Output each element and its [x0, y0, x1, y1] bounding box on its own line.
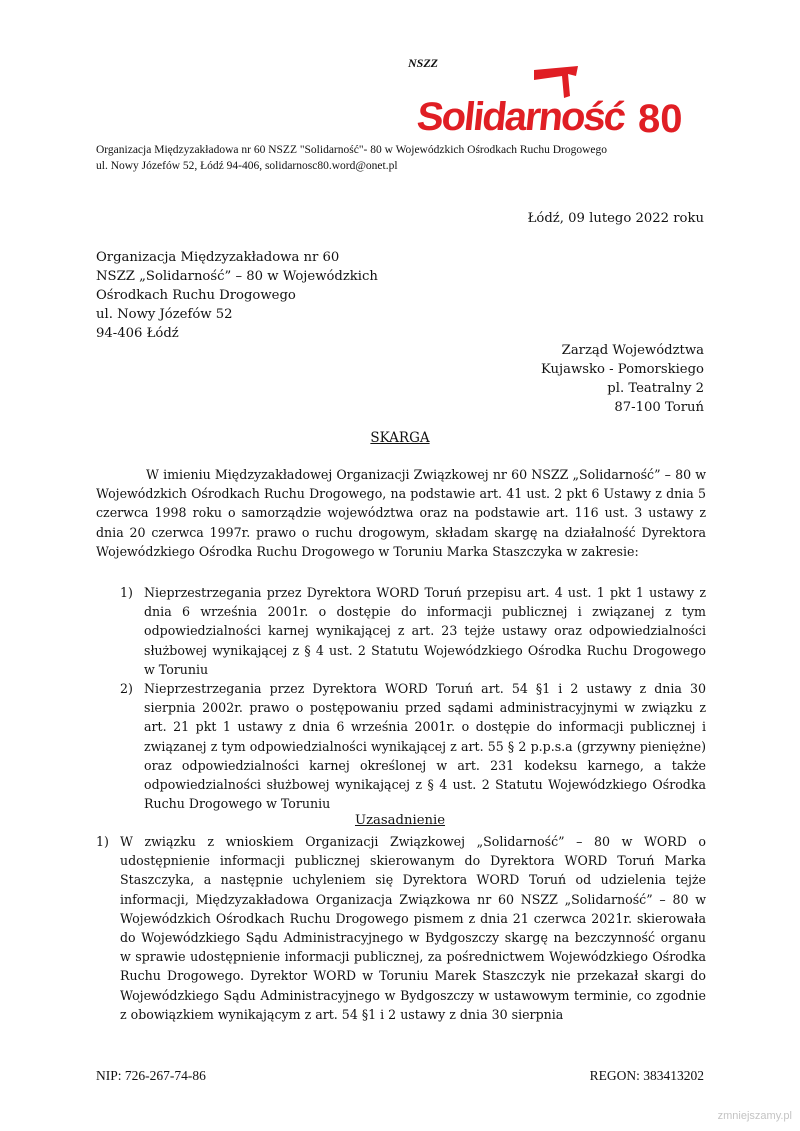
sender-block — [96, 248, 378, 343]
recipient-line: Zarząd Województwa — [561, 343, 704, 358]
claim-number: 1) — [120, 585, 133, 600]
justification-item — [96, 832, 706, 1024]
sender-line: ul. Nowy Józefów 52 — [96, 307, 233, 322]
logo-wordmark: Solidarność — [414, 95, 627, 139]
claim-item — [96, 583, 706, 679]
watermark: zmniejszamy.pl — [717, 1110, 792, 1122]
claim-text: Nieprzestrzegania przez Dyrektora WORD Toruń art. 54 §1 i 2 ustawy z dnia 30 sierpnia 2002r. prawo o postępowaniu przed sądami administracyjnymi w związku z art. 21 pkt 1 ustawy z dnia 6 września 2001r. o dostępie do informacji publicznej i związanej z tym odpowiedzialności wynikającej z art. 55 § 2 p.p.s.a (grzywny pieniężne) oraz odpowiedzialności karnej określonej w art. 231 kodeksu karnego, a także odpowiedzialności służbowej wynikającej z § 4 ust. 2 Statutu Wojewódzkiego Ośrodka Ruchu Drogowego w Toruniu — [144, 681, 706, 812]
recipient-block — [541, 341, 704, 417]
org-header — [96, 142, 736, 174]
justification-heading: Uzasadnienie — [354, 813, 446, 828]
logo-flag — [534, 66, 578, 98]
claim-text: Nieprzestrzegania przez Dyrektora WORD Toruń przepisu art. 4 ust. 1 pkt 1 ustawy z dnia 6 września 2001r. o dostępie do informacji publicznej i związanej z tym odpowiedzialności karnej wynikającej z art. 23 tejże ustawy oraz odpowiedzialności służbowej wynikającej z § 4 ust. 2 Statutu Wojewódzkiego Ośrodka Ruchu Drogowego w Toruniu — [144, 585, 706, 677]
justification-number: 1) — [96, 834, 109, 849]
recipient-line: pl. Teatralny 2 — [607, 381, 704, 396]
logo-prefix: NSZZ — [408, 56, 438, 70]
sender-line: Ośrodkach Ruchu Drogowego — [96, 288, 296, 303]
footer-regon: REGON: 383413202 — [589, 1068, 704, 1083]
claims-list — [96, 583, 706, 813]
solidarnosc-logo — [400, 52, 700, 152]
document-title: SKARGA — [370, 430, 430, 446]
letter-date: Łódź, 09 lutego 2022 roku — [527, 211, 704, 226]
justification-text: W związku z wnioskiem Organizacji Związkowej „Solidarność” – 80 w WORD o udostępnienie informacji publicznej skierowanym do Dyrektora WORD Toruń Marka Staszczyka, a następnie uchyleniem się Dyrektora WORD Toruń od udzielenia tejże informacji, Międzyzakładowa Organizacja Związkowa nr 60 NSZZ „Solidarność” – 80 w Wojewódzkich Ośrodkach Ruchu Drogowego pismem z dnia 21 czerwca 2021r. skierowała do Wojewódzkiego Sądu Administracyjnego w Bydgoszczy skargę na bezczynność organu w sprawie udostępnienie informacji publicznej, za pośrednictwem Wojewódzkiego Ośrodka Ruchu Drogowego. Dyrektor WORD w Toruniu Marek Staszczyk nie przekazał skargi do Wojewódzkiego Sądu Administracyjnego w Bydgoszczy w ustawowym terminie, co zgodnie z obowiązkiem wynikającym z art. 54 §1 i 2 ustawy z dnia 30 sierpnia — [120, 834, 706, 1022]
claim-item — [96, 679, 706, 813]
claim-number: 2) — [120, 681, 133, 697]
org-line: Organizacja Międzyzakładowa nr 60 NSZZ "Solidarność"- 80 w Wojewódzkich Ośrodkach Ruchu Drogowego — [96, 144, 608, 156]
sender-line: 94-406 Łódź — [96, 326, 179, 341]
justification-list — [96, 832, 706, 1024]
logo-number: 80 — [638, 97, 683, 141]
org-address: ul. Nowy Józefów 52, Łódź 94-406, solidarnosc80.word@onet.pl — [96, 160, 398, 172]
intro-paragraph: W imieniu Międzyzakładowej Organizacji Związkowej nr 60 NSZZ „Solidarność” – 80 w Wojewódzkich Ośrodkach Ruchu Drogowego, na podstawie art. 41 ust. 2 pkt 6 Ustawy z dnia 5 czerwca 1998 roku o samorządzie województwa oraz na podstawie art. 116 ust. 3 ustawy z dnia 20 czerwca 1997r. prawo o ruchu drogowym, składam skargę na działalność Dyrektora Wojewódzkiego Ośrodka Ruchu Drogowego w Toruniu Marka Staszczyka w zakresie: — [96, 467, 706, 559]
footer-nip: NIP: 726-267-74-86 — [96, 1068, 206, 1083]
sender-line: Organizacja Międzyzakładowa nr 60 — [96, 250, 340, 265]
sender-line: NSZZ „Solidarność” – 80 w Wojewódzkich — [96, 269, 378, 284]
recipient-line: 87-100 Toruń — [614, 400, 704, 415]
solidarnosc-logo-graphic — [400, 52, 700, 152]
recipient-line: Kujawsko - Pomorskiego — [540, 362, 704, 377]
